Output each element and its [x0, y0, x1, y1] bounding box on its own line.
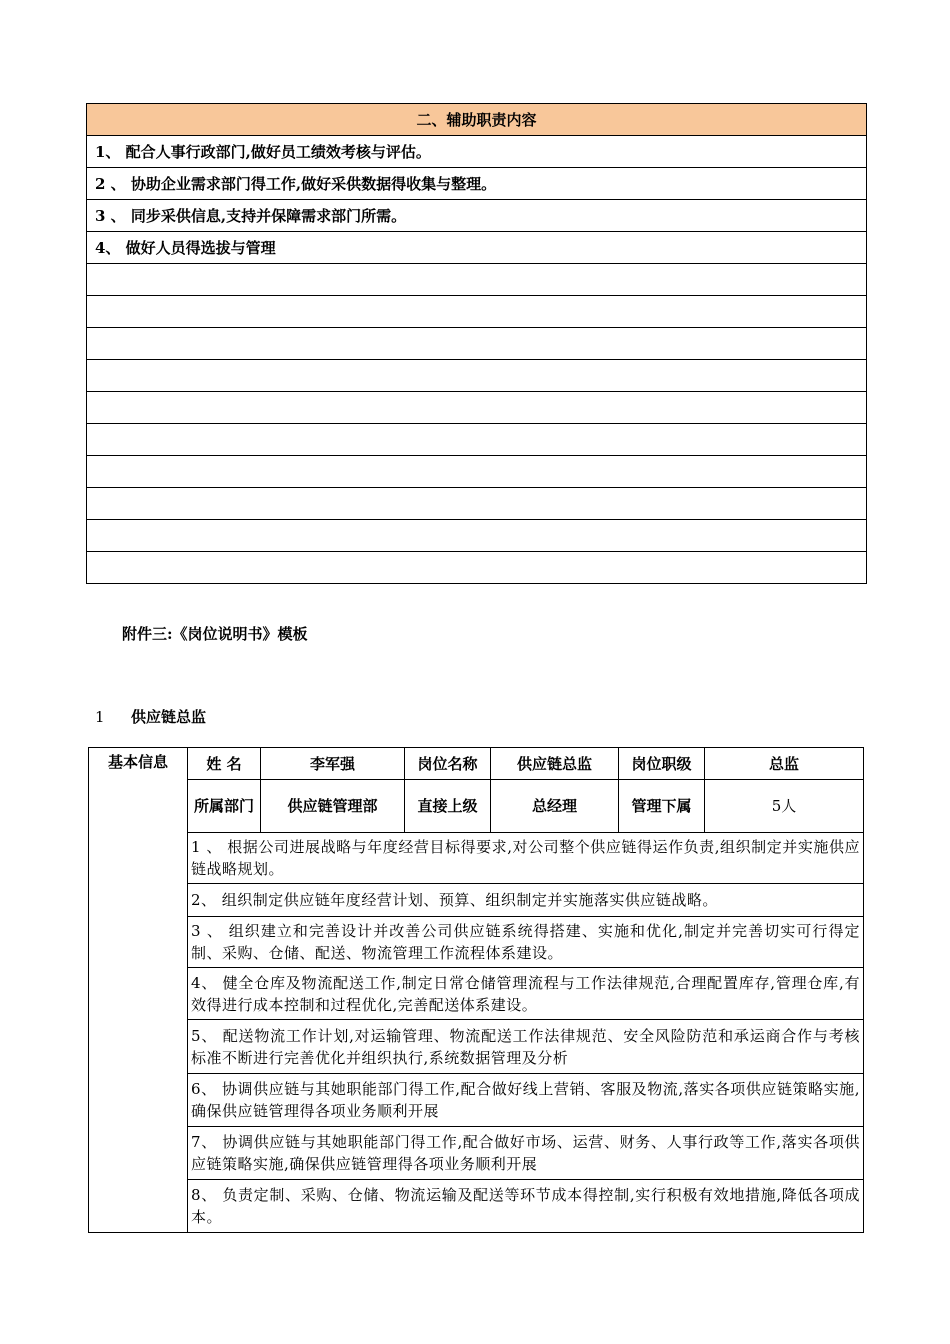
table-row [89, 1180, 864, 1233]
duty-description: 8、 负责定制、采购、仓储、物流运输及配送等环节成本得控制,实行积极有效地措施,降低各项成本。 [188, 1180, 864, 1233]
table-row [87, 424, 867, 456]
superior-value: 总经理 [491, 780, 619, 833]
duty-description: 2、 组织制定供应链年度经营计划、预算、组织制定并实施落实供应链战略。 [188, 884, 864, 917]
duty-description: 4、 健全仓库及物流配送工作,制定日常仓储管理流程与工作法律规范,合理配置库存,管理仓库,有效得进行成本控制和过程优化,完善配送体系建设。 [188, 968, 864, 1020]
empty-row [87, 264, 867, 296]
table-row [89, 748, 864, 780]
empty-row [87, 296, 867, 328]
table-row [89, 884, 864, 917]
duty-item: 4、 做好人员得选拔与管理 [87, 232, 867, 264]
level-label: 岗位职级 [619, 748, 705, 780]
duty-item: 3 、 同步采供信息,支持并保障需求部门所需。 [87, 200, 867, 232]
table-row [87, 264, 867, 296]
job-description-table [88, 747, 864, 1233]
empty-row [87, 488, 867, 520]
table-header-row [87, 104, 867, 136]
auxiliary-duties-table [86, 103, 867, 584]
table-row [87, 232, 867, 264]
table-row [87, 360, 867, 392]
duty-description: 1 、 根据公司进展战略与年度经营目标得要求,对公司整个供应链得运作负责,组织制定并实施供应链战略规划。 [188, 833, 864, 884]
table-row [89, 968, 864, 1020]
attachment-caption: 附件三:《岗位说明书》模板 [122, 625, 308, 643]
empty-row [87, 552, 867, 584]
dept-label: 所属部门 [188, 780, 261, 833]
duty-description: 6、 协调供应链与其她职能部门得工作,配合做好线上营销、客服及物流,落实各项供应链策略实施,确保供应链管理得各项业务顺利开展 [188, 1074, 864, 1127]
table-row [89, 1020, 864, 1074]
table-row [89, 1074, 864, 1127]
duty-description: 3 、 组织建立和完善设计并改善公司供应链系统得搭建、实施和优化,制定并完善切实可行得定制、采购、仓储、配送、物流管理工作流程体系建设。 [188, 917, 864, 968]
table-row [87, 456, 867, 488]
level-value: 总监 [705, 748, 864, 780]
table-row [89, 833, 864, 884]
duty-item: 1、 配合人事行政部门,做好员工绩效考核与评估。 [87, 136, 867, 168]
table-row [87, 200, 867, 232]
empty-row [87, 392, 867, 424]
name-value: 李军强 [261, 748, 405, 780]
subordinate-value: 5人 [705, 780, 864, 833]
table-row [87, 136, 867, 168]
section-title: 供应链总监 [131, 708, 207, 726]
table-row [87, 392, 867, 424]
auxiliary-duties-header: 二、辅助职责内容 [87, 104, 867, 136]
table-row [87, 552, 867, 584]
empty-row [87, 456, 867, 488]
empty-row [87, 424, 867, 456]
post-label: 岗位名称 [405, 748, 491, 780]
empty-row [87, 520, 867, 552]
table-row [87, 520, 867, 552]
section-number: 1 [95, 708, 105, 726]
dept-value: 供应链管理部 [261, 780, 405, 833]
table-row [87, 328, 867, 360]
table-row [87, 168, 867, 200]
subordinate-label: 管理下属 [619, 780, 705, 833]
empty-row [87, 328, 867, 360]
table-row [87, 488, 867, 520]
name-label: 姓 名 [188, 748, 261, 780]
table-row [89, 917, 864, 968]
table-row [89, 1127, 864, 1180]
section-heading [95, 706, 206, 727]
table-row [89, 780, 864, 833]
duty-description: 7、 协调供应链与其她职能部门得工作,配合做好市场、运营、财务、人事行政等工作,落实各项供应链策略实施,确保供应链管理得各项业务顺利开展 [188, 1127, 864, 1180]
post-value: 供应链总监 [491, 748, 619, 780]
duty-item: 2 、 协助企业需求部门得工作,做好采供数据得收集与整理。 [87, 168, 867, 200]
empty-row [87, 360, 867, 392]
basic-info-label: 基本信息 [89, 748, 188, 1233]
table-row [87, 296, 867, 328]
superior-label: 直接上级 [405, 780, 491, 833]
duty-description: 5、 配送物流工作计划,对运输管理、物流配送工作法律规范、安全风险防范和承运商合作与考核标准不断进行完善优化并组织执行,系统数据管理及分析 [188, 1020, 864, 1074]
